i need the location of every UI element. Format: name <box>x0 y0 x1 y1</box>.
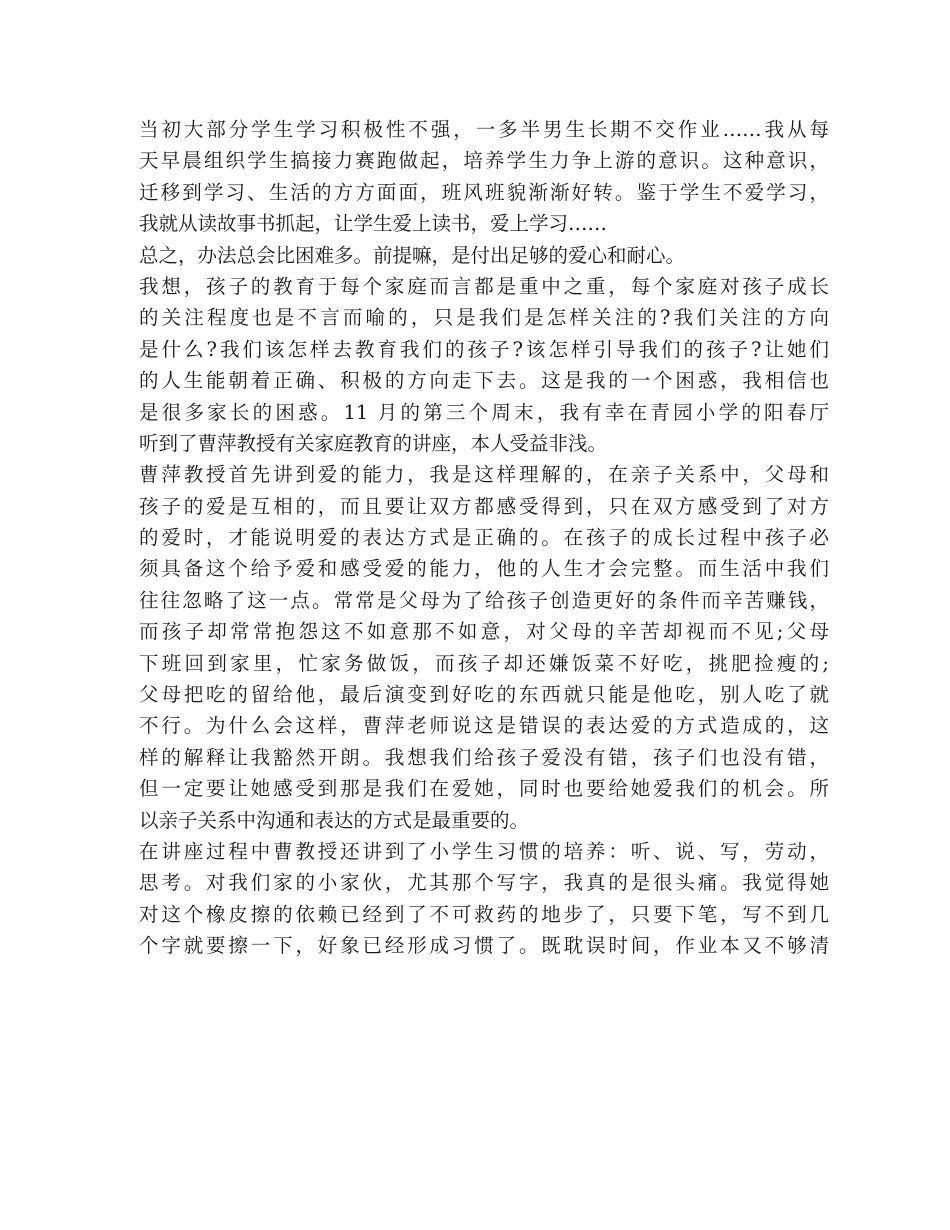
text-line: 天早晨组织学生搞接力赛跑做起，培养学生力争上游的意识。这种意识， <box>139 149 829 173</box>
text-line: 但一定要让她感受到那是我们在爱她，同时也要给她爱我们的机会。所 <box>139 777 829 801</box>
text-line: 不行。为什么会这样，曹萍老师说这是错误的表达爱的方式造成的，这 <box>139 714 829 738</box>
text-line: 的爱时，才能说明爱的表达方式是正确的。在孩子的成长过程中孩子必 <box>139 526 829 550</box>
text-line: 的关注程度也是不言而喻的，只是我们是怎样关注的?我们关注的方向 <box>139 306 829 330</box>
text-line: 听到了曹萍教授有关家庭教育的讲座，本人受益非浅。 <box>139 431 608 455</box>
text-line: 我想，孩子的教育于每个家庭而言都是重中之重，每个家庭对孩子成长 <box>139 274 829 298</box>
text-line: 曹萍教授首先讲到爱的能力，我是这样理解的，在亲子关系中，父母和 <box>139 463 829 487</box>
text-line: 当初大部分学生学习积极性不强，一多半男生长期不交作业……我从每 <box>139 118 829 141</box>
paragraph-4 <box>139 459 829 836</box>
document-body <box>139 114 829 962</box>
text-line: 是什么?我们该怎样去教育我们的孩子?该怎样引导我们的孩子?让她们 <box>139 337 829 361</box>
text-line: 样的解释让我豁然开朗。我想我们给孩子爱没有错，孩子们也没有错， <box>139 745 829 769</box>
text-line: 我就从读故事书抓起，让学生爱上读书，爱上学习…… <box>139 212 608 236</box>
text-line: 下班回到家里，忙家务做饭，而孩子却还嫌饭菜不好吃，挑肥捡瘦的; <box>139 651 829 675</box>
text-line: 是很多家长的困惑。11 月的第三个周末，我有幸在青园小学的阳春厅 <box>139 400 829 424</box>
text-line: 迁移到学习、生活的方方面面，班风班貌渐渐好转。鉴于学生不爱学习， <box>139 180 829 204</box>
text-line: 须具备这个给予爱和感受爱的能力，他的人生才会完整。而生活中我们 <box>139 557 829 581</box>
paragraph-2 <box>139 240 829 271</box>
text-line: 往往忽略了这一点。常常是父母为了给孩子创造更好的条件而辛苦赚钱， <box>139 588 829 612</box>
text-line: 孩子的爱是互相的，而且要让双方都感受得到，只在双方感受到了对方 <box>139 494 829 518</box>
text-line: 总之，办法总会比困难多。前提嘛，是付出足够的爱心和耐心。 <box>139 243 686 267</box>
text-line: 以亲子关系中沟通和表达的方式是最重要的。 <box>139 808 530 832</box>
text-line: 父母把吃的留给他，最后演变到好吃的东西就只能是他吃，别人吃了就 <box>139 683 829 707</box>
text-line: 对这个橡皮擦的依赖已经到了不可救药的地步了，只要下笔，写不到几 <box>139 902 829 926</box>
text-line: 在讲座过程中曹教授还讲到了小学生习惯的培养：听、说、写，劳动， <box>139 839 829 863</box>
text-line: 个字就要擦一下，好象已经形成习惯了。既耽误时间，作业本又不够清 <box>139 934 829 958</box>
paragraph-3 <box>139 271 829 459</box>
text-line: 的人生能朝着正确、积极的方向走下去。这是我的一个困惑，我相信也 <box>139 369 829 393</box>
text-line: 而孩子却常常抱怨这不如意那不如意，对父母的辛苦却视而不见;父母 <box>139 620 829 644</box>
paragraph-5 <box>139 836 829 962</box>
text-line: 思考。对我们家的小家伙，尤其那个写字，我真的是很头痛。我觉得她 <box>139 871 829 895</box>
paragraph-1 <box>139 114 829 240</box>
